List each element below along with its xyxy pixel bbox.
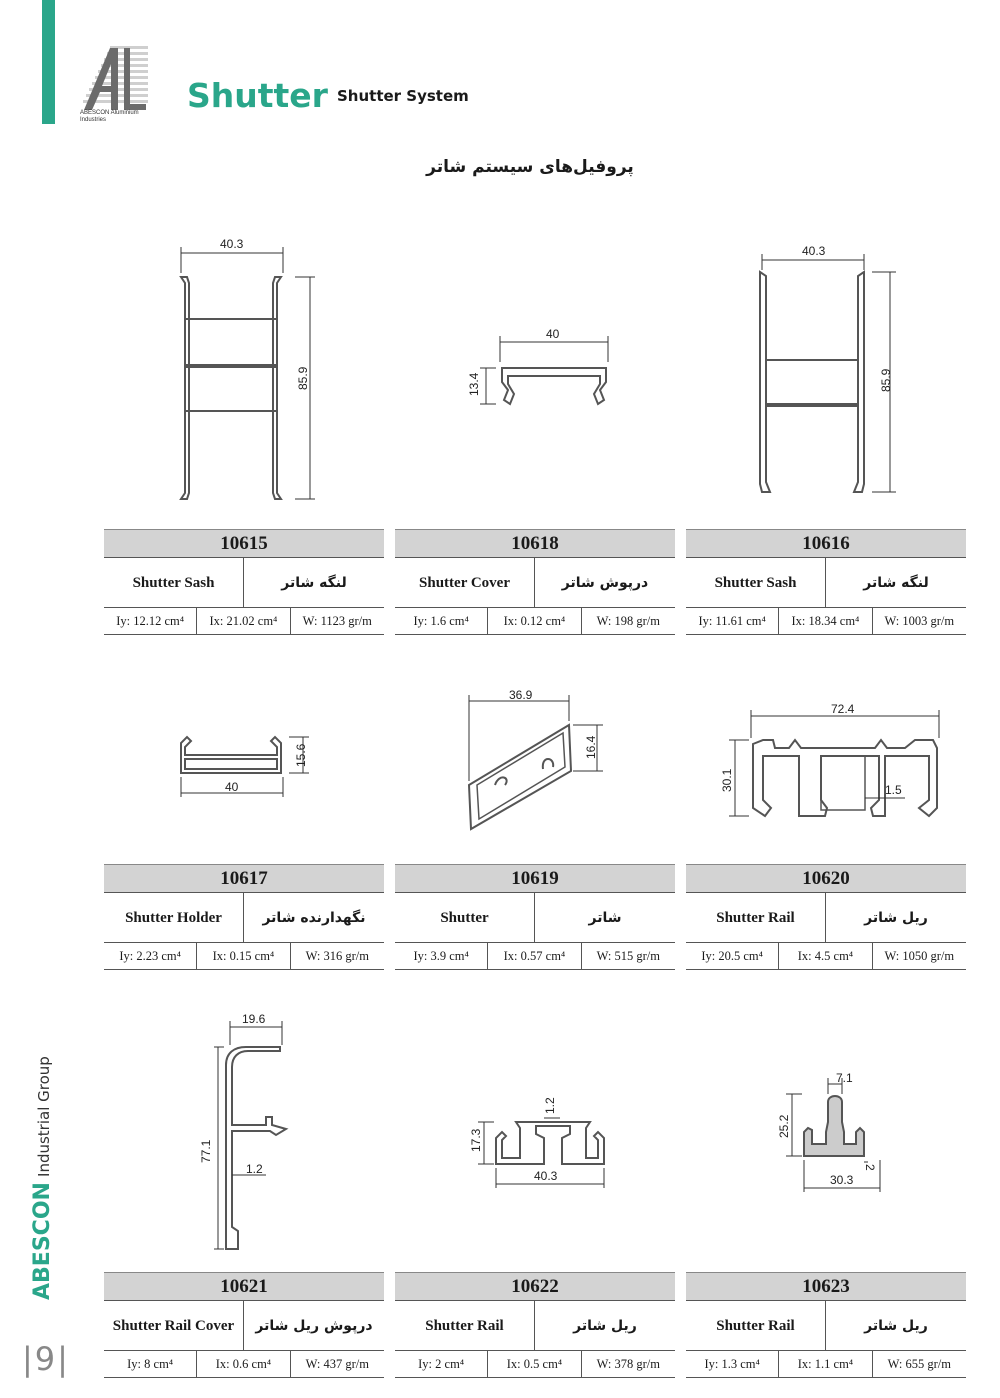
prop-iy: Iy: 11.61 cm⁴: [686, 608, 779, 634]
profile-code: 10621: [104, 1272, 384, 1301]
prop-ix: Ix: 0.15 cm⁴: [197, 943, 290, 969]
spec-table-10621: [104, 1272, 384, 1378]
page-title: Shutter: [187, 76, 328, 115]
dim-label: 77.1: [199, 1139, 213, 1163]
dim-label: 40.3: [534, 1169, 558, 1183]
page-number: |9|: [22, 1340, 70, 1378]
profile-name-en: Shutter Cover: [395, 558, 535, 607]
profile-drawing-10615: [165, 235, 325, 505]
dim-label: 36.9: [509, 688, 533, 702]
profile-code: 10622: [395, 1272, 675, 1301]
prop-ix: Ix: 21.02 cm⁴: [197, 608, 290, 634]
spec-table-10619: [395, 864, 675, 970]
profile-name-fa: شاتر: [588, 910, 622, 926]
prop-ix: Ix: 0.5 cm⁴: [488, 1351, 581, 1377]
prop-ix: Ix: 0.12 cm⁴: [488, 608, 581, 634]
spec-table-10620: [686, 864, 966, 970]
prop-iy: Iy: 2 cm⁴: [395, 1351, 488, 1377]
profile-name-en: Shutter Rail Cover: [104, 1301, 244, 1350]
profile-code: 10615: [104, 529, 384, 558]
spec-table-10616: [686, 529, 966, 635]
prop-weight: W: 655 gr/m: [887, 1357, 951, 1371]
profile-code: 10619: [395, 864, 675, 893]
dim-label: 30.1: [720, 768, 734, 792]
dim-label: 40: [225, 780, 239, 794]
dim-label: 85.9: [879, 368, 893, 392]
profile-drawing-10622: [460, 1090, 620, 1190]
prop-iy: Iy: 3.9 cm⁴: [395, 943, 488, 969]
prop-weight: W: 378 gr/m: [596, 1357, 660, 1371]
profile-name-en: Shutter Holder: [104, 893, 244, 942]
profile-name-en: Shutter Sash: [104, 558, 244, 607]
profile-name-fa: ریل شاتر: [573, 1318, 637, 1334]
dim-label: 13.4: [467, 372, 481, 396]
profile-name-en: Shutter Rail: [686, 1301, 826, 1350]
prop-ix: Ix: 1.1 cm⁴: [779, 1351, 872, 1377]
profile-name-en: Shutter: [395, 893, 535, 942]
profile-name-fa: ریل شاتر: [864, 910, 928, 926]
profile-code: 10618: [395, 529, 675, 558]
spec-table-10623: [686, 1272, 966, 1378]
prop-weight: W: 515 gr/m: [596, 949, 660, 963]
side-brand: [30, 1056, 55, 1300]
profile-drawing-10617: [165, 725, 325, 805]
spec-table-10622: [395, 1272, 675, 1378]
header-accent-bar: [42, 0, 55, 124]
dim-label: 19.6: [242, 1012, 266, 1026]
prop-iy: Iy: 20.5 cm⁴: [686, 943, 779, 969]
profile-code: 10616: [686, 529, 966, 558]
prop-ix: Ix: 0.6 cm⁴: [197, 1351, 290, 1377]
dim-label: 85.9: [296, 366, 310, 390]
spec-table-10618: [395, 529, 675, 635]
profile-name-fa: درپوش شاتر: [561, 575, 649, 591]
dim-label: 1.2: [246, 1162, 263, 1176]
prop-weight: W: 1003 gr/m: [884, 614, 955, 628]
dim-label: 1.5: [885, 783, 902, 797]
dim-label: 25.2: [777, 1114, 791, 1138]
dim-label: 1.2: [543, 1097, 557, 1114]
prop-ix: Ix: 4.5 cm⁴: [779, 943, 872, 969]
dim-label: 40.3: [802, 244, 826, 258]
prop-iy: Iy: 12.12 cm⁴: [104, 608, 197, 634]
dim-label: 17.3: [469, 1128, 483, 1152]
profile-code: 10620: [686, 864, 966, 893]
profile-drawing-10616: [748, 240, 908, 505]
profile-name-fa: نگهدارنده شاتر: [262, 910, 366, 926]
side-brand-sub: Industrial Group: [35, 1056, 53, 1177]
prop-iy: Iy: 1.6 cm⁴: [395, 608, 488, 634]
prop-weight: W: 1050 gr/m: [884, 949, 955, 963]
prop-weight: W: 198 gr/m: [596, 614, 660, 628]
section-heading: پروفیل‌های سیستم شاتر: [426, 157, 634, 177]
profile-drawing-10623: [770, 1068, 910, 1193]
prop-weight: W: 437 gr/m: [305, 1357, 369, 1371]
profile-name-fa: لنگه شاتر: [863, 575, 929, 591]
prop-iy: Iy: 8 cm⁴: [104, 1351, 197, 1377]
dim-label: 40: [546, 327, 560, 341]
prop-weight: W: 316 gr/m: [305, 949, 369, 963]
prop-iy: Iy: 1.3 cm⁴: [686, 1351, 779, 1377]
spec-table-10615: [104, 529, 384, 635]
prop-weight: W: 1123 gr/m: [302, 614, 372, 628]
profile-name-en: Shutter Rail: [395, 1301, 535, 1350]
side-brand-main: ABESCON: [30, 1182, 55, 1300]
dim-label: 40.3: [220, 237, 244, 251]
profile-code: 10617: [104, 864, 384, 893]
profile-drawing-10619: [455, 685, 615, 835]
dim-label: 30.3: [830, 1173, 854, 1187]
prop-ix: Ix: 18.34 cm⁴: [779, 608, 872, 634]
profile-name-fa: ریل شاتر: [864, 1318, 928, 1334]
profile-name-fa: درپوش ریل شاتر: [255, 1318, 373, 1334]
profile-name-en: Shutter Sash: [686, 558, 826, 607]
prop-iy: Iy: 2.23 cm⁴: [104, 943, 197, 969]
spec-table-10617: [104, 864, 384, 970]
dim-label: 7.1: [836, 1071, 853, 1085]
prop-ix: Ix: 0.57 cm⁴: [488, 943, 581, 969]
profile-drawing-10620: [715, 698, 955, 828]
profile-drawing-10621: [190, 1005, 320, 1260]
dim-label: 2: [863, 1164, 877, 1171]
dim-label: 72.4: [831, 702, 855, 716]
profile-name-en: Shutter Rail: [686, 893, 826, 942]
logo-caption: ABESCON Aluminium Industries: [80, 110, 139, 123]
page-subtitle: Shutter System: [337, 87, 469, 105]
profile-drawing-10618: [460, 320, 620, 420]
dim-label: 16.4: [584, 735, 598, 759]
dim-label: 15.6: [294, 743, 308, 767]
profile-name-fa: لنگه شاتر: [281, 575, 347, 591]
profile-code: 10623: [686, 1272, 966, 1301]
